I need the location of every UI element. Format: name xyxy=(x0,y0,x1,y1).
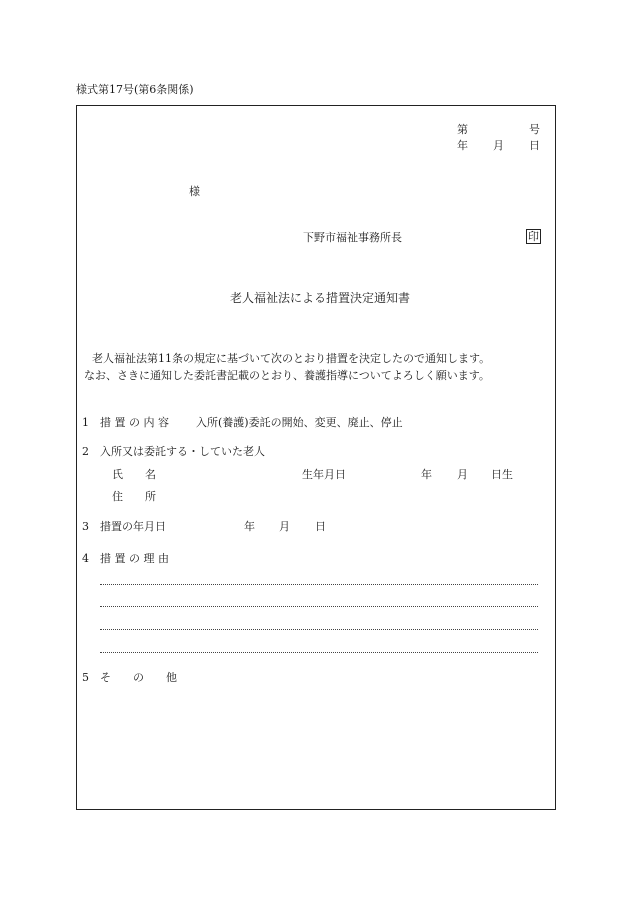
reason-line-4 xyxy=(100,652,538,653)
item-3-year: 年 xyxy=(244,520,255,533)
item-5-label: そ の 他 xyxy=(100,671,177,684)
item-2-address-label: 住 所 xyxy=(112,490,156,503)
item-3-day: 日 xyxy=(315,520,326,533)
recipient-sama: 様 xyxy=(189,185,200,198)
item-2-birth-day: 日生 xyxy=(491,468,513,481)
item-3-label: 措置の年月日 xyxy=(100,520,166,533)
number-go: 号 xyxy=(529,123,540,136)
item-4-label: 措 置 の 理 由 xyxy=(100,552,169,565)
issuer-name: 下野市福祉事務所長 xyxy=(303,231,402,244)
seal-mark: 印 xyxy=(528,230,539,243)
item-1-label: 措 置 の 内 容 xyxy=(100,416,169,429)
body-line-1: 老人福祉法第11条の規定に基づいて次のとおり措置を決定したので通知します。 xyxy=(92,352,491,365)
item-1-number: 1 xyxy=(82,416,89,429)
body-line-2: なお、さきに通知した委託書記載のとおり、養護指導についてよろしく願います。 xyxy=(84,369,490,382)
item-2-number: 2 xyxy=(82,445,89,458)
reason-line-3 xyxy=(100,629,538,630)
reason-line-1 xyxy=(100,584,538,585)
item-4-number: 4 xyxy=(82,552,89,565)
item-3-number: 3 xyxy=(82,520,89,533)
document-title: 老人福祉法による措置決定通知書 xyxy=(230,291,411,305)
item-2-birth-month: 月 xyxy=(457,468,468,481)
form-number-label: 様式第17号(第6条関係) xyxy=(76,83,194,96)
item-2-name-label: 氏 名 xyxy=(112,468,156,481)
date-month: 月 xyxy=(493,139,504,152)
reason-line-2 xyxy=(100,606,538,607)
item-2-birth-year: 年 xyxy=(421,468,432,481)
item-1-value: 入所(養護)委託の開始、変更、廃止、停止 xyxy=(196,416,403,429)
item-2-birth-label: 生年月日 xyxy=(302,468,346,481)
date-day: 日 xyxy=(529,139,540,152)
item-3-month: 月 xyxy=(279,520,290,533)
number-dai: 第 xyxy=(457,123,468,136)
item-2-label: 入所又は委託する・していた老人 xyxy=(100,445,265,458)
item-5-number: 5 xyxy=(82,671,89,684)
date-year: 年 xyxy=(457,139,468,152)
